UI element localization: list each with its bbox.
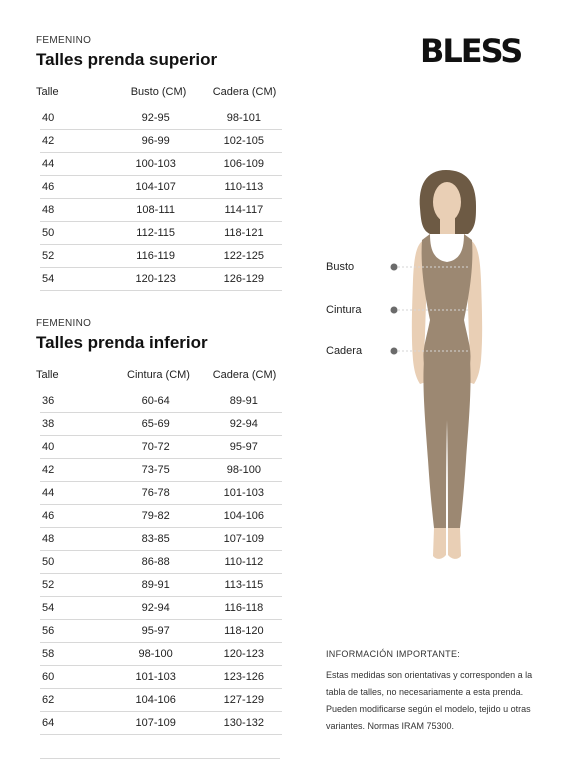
measure-2-cell: 95-97	[229, 441, 258, 453]
size-cell: 50	[42, 227, 55, 239]
hip-label: Cadera	[326, 345, 363, 357]
size-cell: 50	[42, 556, 55, 568]
table-body	[36, 390, 282, 735]
table-row	[40, 528, 282, 551]
table-row	[40, 482, 282, 505]
measure-1-cell: 92-94	[141, 602, 170, 614]
lower-size-table	[36, 364, 282, 735]
measure-2-cell: 98-101	[226, 112, 261, 124]
measure-1-cell: 95-97	[141, 625, 170, 637]
measure-1-cell: 76-78	[141, 487, 170, 499]
table-row	[40, 199, 282, 222]
upper-size-table	[36, 81, 282, 291]
table-row	[40, 413, 282, 436]
size-cell: 40	[42, 112, 55, 124]
measure-1-cell: 104-107	[135, 181, 176, 193]
table-body	[36, 107, 282, 291]
column-header-size: Talle	[36, 369, 59, 381]
measure-1-cell: 70-72	[141, 441, 170, 453]
size-cell: 56	[42, 625, 55, 637]
table-header	[36, 81, 282, 103]
table-row	[40, 643, 282, 666]
measure-1-cell: 83-85	[141, 533, 170, 545]
size-cell: 54	[42, 273, 55, 285]
measure-1-cell: 107-109	[135, 717, 176, 729]
upper-section-title: Talles prenda superior	[36, 50, 218, 69]
measure-2-cell: 118-121	[224, 227, 264, 239]
lower-section-title: Talles prenda inferior	[36, 333, 208, 352]
size-cell: 48	[42, 533, 55, 545]
measure-2-cell: 101-103	[223, 487, 265, 499]
measure-2-cell: 130-132	[223, 717, 265, 729]
measure-2-cell: 106-109	[223, 158, 265, 170]
body-figure-illustration	[318, 160, 558, 570]
right-foot	[448, 528, 461, 559]
size-cell: 52	[42, 250, 55, 262]
table-row	[40, 597, 282, 620]
measure-2-cell: 114-117	[224, 204, 264, 216]
info-title: INFORMACIÓN IMPORTANTE:	[326, 649, 461, 659]
table-row	[40, 459, 282, 482]
measure-2-cell: 120-123	[223, 648, 265, 660]
hip-marker-dot	[391, 348, 398, 355]
measure-1-cell: 116-119	[136, 250, 176, 262]
measure-1-cell: 86-88	[141, 556, 170, 568]
size-cell: 60	[42, 671, 55, 683]
measure-2-cell: 104-106	[223, 510, 265, 522]
info-text: Estas medidas son orientativas y corresponden a la tabla de talles, no necesariamente a esta prenda. Pueden modificarse según el modelo, tejido u otras variantes. Normas IRAM 75300.	[326, 670, 533, 731]
size-cell: 58	[42, 648, 55, 660]
measure-2-cell: 126-129	[223, 273, 265, 285]
measure-2-cell: 110-112	[224, 556, 264, 568]
size-cell: 54	[42, 602, 55, 614]
garment-torso	[422, 234, 473, 364]
measure-1-cell: 108-111	[136, 204, 176, 216]
table-row	[40, 245, 282, 268]
measure-1-cell: 100-103	[135, 158, 176, 170]
size-cell: 64	[42, 717, 55, 729]
column-header-size: Talle	[36, 86, 59, 98]
size-cell: 44	[42, 158, 55, 170]
size-cell: 62	[42, 694, 55, 706]
measure-2-cell: 113-115	[224, 579, 264, 591]
upper-section-tag: FEMENINO	[36, 35, 92, 46]
measure-2-cell: 127-129	[223, 694, 265, 706]
measure-2-cell: 123-126	[223, 671, 265, 683]
left-foot	[433, 528, 446, 559]
measure-2-cell: 110-113	[224, 181, 264, 193]
column-header-bust: Busto (CM)	[130, 86, 187, 98]
measure-1-cell: 120-123	[135, 273, 176, 285]
size-cell: 36	[42, 395, 55, 407]
measure-2-cell: 98-100	[226, 464, 261, 476]
table-row	[40, 712, 282, 735]
brand-logo: BLESS	[420, 32, 522, 70]
bust-marker-dot	[391, 264, 398, 271]
measure-2-cell: 102-105	[223, 135, 265, 147]
measure-1-cell: 92-95	[141, 112, 170, 124]
table-row	[40, 505, 282, 528]
column-header-hip: Cadera (CM)	[212, 86, 277, 98]
measure-1-cell: 89-91	[141, 579, 170, 591]
measure-2-cell: 92-94	[229, 418, 258, 430]
size-cell: 38	[42, 418, 55, 430]
table-row	[40, 551, 282, 574]
column-header-hip: Cadera (CM)	[212, 369, 277, 381]
column-header-waist: Cintura (CM)	[127, 369, 190, 381]
measure-2-cell: 116-118	[224, 602, 264, 614]
table-row	[40, 130, 282, 153]
measure-1-cell: 98-100	[138, 648, 173, 660]
measure-1-cell: 96-99	[141, 135, 170, 147]
bust-label: Busto	[326, 261, 355, 273]
table-row	[40, 153, 282, 176]
table-row	[40, 176, 282, 199]
size-cell: 44	[42, 487, 55, 499]
garment-legs	[423, 360, 470, 528]
measure-1-cell: 101-103	[135, 671, 176, 683]
table-row	[40, 268, 282, 291]
measure-2-cell: 122-125	[223, 250, 265, 262]
measure-2-cell: 89-91	[229, 395, 258, 407]
table-row	[40, 666, 282, 689]
measure-1-cell: 104-106	[135, 694, 176, 706]
table-row	[40, 620, 282, 643]
neck-shape	[440, 218, 455, 234]
size-cell: 46	[42, 510, 55, 522]
size-cell: 48	[42, 204, 55, 216]
measure-1-cell: 112-115	[136, 227, 176, 239]
table-row	[40, 436, 282, 459]
face-shape	[433, 182, 461, 222]
measure-1-cell: 60-64	[141, 395, 170, 407]
size-cell: 40	[42, 441, 55, 453]
measure-1-cell: 79-82	[141, 510, 170, 522]
measure-1-cell: 65-69	[141, 418, 170, 430]
size-cell: 42	[42, 135, 55, 147]
table-row	[40, 107, 282, 130]
table-row	[40, 390, 282, 413]
table-row	[40, 574, 282, 597]
measure-2-cell: 107-109	[223, 533, 265, 545]
table-row	[40, 222, 282, 245]
waist-label: Cintura	[326, 304, 362, 316]
measure-2-cell: 118-120	[224, 625, 264, 637]
size-cell: 46	[42, 181, 55, 193]
size-cell: 52	[42, 579, 55, 591]
table-header	[36, 364, 282, 386]
size-cell: 42	[42, 464, 55, 476]
table-row	[40, 689, 282, 712]
waist-marker-dot	[391, 307, 398, 314]
lower-section-tag: FEMENINO	[36, 318, 92, 329]
measure-1-cell: 73-75	[141, 464, 170, 476]
